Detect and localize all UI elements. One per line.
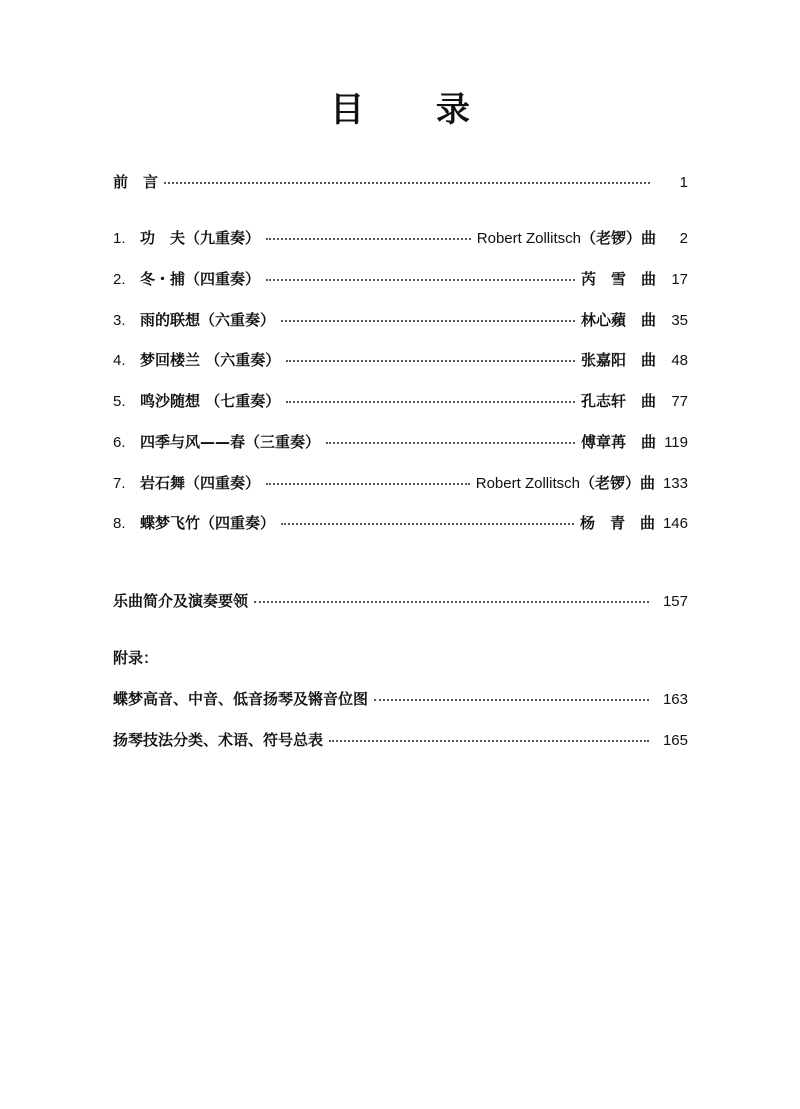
dot-leader bbox=[326, 440, 575, 444]
composer bbox=[581, 430, 656, 454]
composer-cn: 林心蘋 曲 bbox=[580, 311, 656, 329]
toc-entry-appendix-2[interactable] bbox=[113, 728, 688, 752]
composer-cn: 孔志轩 曲 bbox=[580, 392, 656, 410]
toc-entry-piece-8[interactable] bbox=[113, 511, 688, 535]
toc-entry-piece-7[interactable] bbox=[113, 471, 688, 495]
composer-latin: Robert Zollitsch bbox=[475, 475, 580, 492]
entry-name: 扬琴技法分类、术语、符号总表 bbox=[113, 731, 324, 749]
page-number: 48 bbox=[671, 352, 688, 369]
entry-name: 岩石舞（四重奏） bbox=[140, 474, 261, 492]
entry-number: 1. bbox=[113, 230, 126, 247]
toc-entry-piece-3[interactable] bbox=[113, 308, 688, 332]
dot-leader bbox=[266, 236, 471, 240]
entry-name: 功 夫（九重奏） bbox=[140, 229, 261, 247]
appendix-label: 附录： bbox=[113, 649, 159, 667]
page-number: 119 bbox=[664, 434, 688, 451]
composer bbox=[581, 348, 656, 372]
dot-leader bbox=[266, 277, 575, 281]
toc-entry-piece-1[interactable] bbox=[113, 226, 688, 250]
composer bbox=[581, 267, 656, 291]
composer bbox=[476, 471, 655, 496]
dot-leader bbox=[254, 599, 649, 603]
entry-name: 蝶梦飞竹（四重奏） bbox=[140, 514, 276, 532]
page-number: 165 bbox=[662, 732, 688, 749]
composer bbox=[580, 511, 655, 535]
dot-leader bbox=[329, 738, 649, 742]
entry-number: 2. bbox=[113, 271, 126, 288]
composer-cn: 芮 雪 曲 bbox=[580, 270, 656, 288]
page-title: 目 录 bbox=[330, 90, 500, 130]
dot-leader bbox=[286, 358, 575, 362]
page-number: 2 bbox=[679, 230, 688, 247]
toc-entry-intro[interactable] bbox=[113, 589, 688, 613]
entry-number: 8. bbox=[113, 515, 126, 532]
page-number: 163 bbox=[662, 691, 688, 708]
entry-number: 4. bbox=[113, 352, 126, 369]
composer-cn: （老锣）曲 bbox=[580, 229, 656, 247]
dot-leader bbox=[374, 697, 649, 701]
entry-number: 5. bbox=[113, 393, 126, 410]
composer-cn: 傅章苒 曲 bbox=[580, 433, 656, 451]
dot-leader bbox=[281, 521, 574, 525]
composer-cn: 杨 青 曲 bbox=[579, 514, 655, 532]
toc-entry-piece-6[interactable] bbox=[113, 430, 688, 454]
dot-leader bbox=[281, 318, 575, 322]
page-number: 77 bbox=[671, 393, 688, 410]
toc-entry-piece-4[interactable] bbox=[113, 348, 688, 372]
dot-leader bbox=[164, 180, 650, 184]
entry-number: 6. bbox=[113, 434, 126, 451]
composer bbox=[581, 308, 656, 332]
page-number: 35 bbox=[671, 312, 688, 329]
page-number: 17 bbox=[671, 271, 688, 288]
dot-leader bbox=[286, 399, 575, 403]
page-number: 157 bbox=[662, 593, 688, 610]
toc-entry-piece-2[interactable] bbox=[113, 267, 688, 291]
page-number: 133 bbox=[662, 475, 688, 492]
entry-name: 前 言 bbox=[113, 173, 159, 191]
entry-name: 四季与风——春（三重奏） bbox=[140, 433, 321, 451]
entry-name: 雨的联想（六重奏） bbox=[140, 311, 276, 329]
page-number: 1 bbox=[679, 174, 688, 191]
entry-name: 梦回楼兰 （六重奏） bbox=[140, 351, 281, 369]
entry-number: 7. bbox=[113, 475, 126, 492]
composer-latin: Robert Zollitsch bbox=[476, 230, 581, 247]
entry-name: 乐曲简介及演奏要领 bbox=[113, 592, 249, 610]
toc-entry-preface[interactable] bbox=[113, 170, 688, 194]
toc-entry-piece-5[interactable] bbox=[113, 389, 688, 413]
entry-number: 3. bbox=[113, 312, 126, 329]
composer-cn: 张嘉阳 曲 bbox=[580, 351, 656, 369]
toc-entry-appendix-1[interactable] bbox=[113, 687, 688, 711]
entry-name: 鸣沙随想 （七重奏） bbox=[140, 392, 281, 410]
dot-leader bbox=[266, 481, 470, 485]
composer-cn: （老锣）曲 bbox=[579, 474, 655, 492]
entry-name: 蝶梦高音、中音、低音扬琴及锵音位图 bbox=[113, 690, 369, 708]
page-number: 146 bbox=[662, 515, 688, 532]
composer bbox=[581, 389, 656, 413]
composer bbox=[477, 226, 656, 251]
entry-name: 冬・捕（四重奏） bbox=[140, 270, 261, 288]
